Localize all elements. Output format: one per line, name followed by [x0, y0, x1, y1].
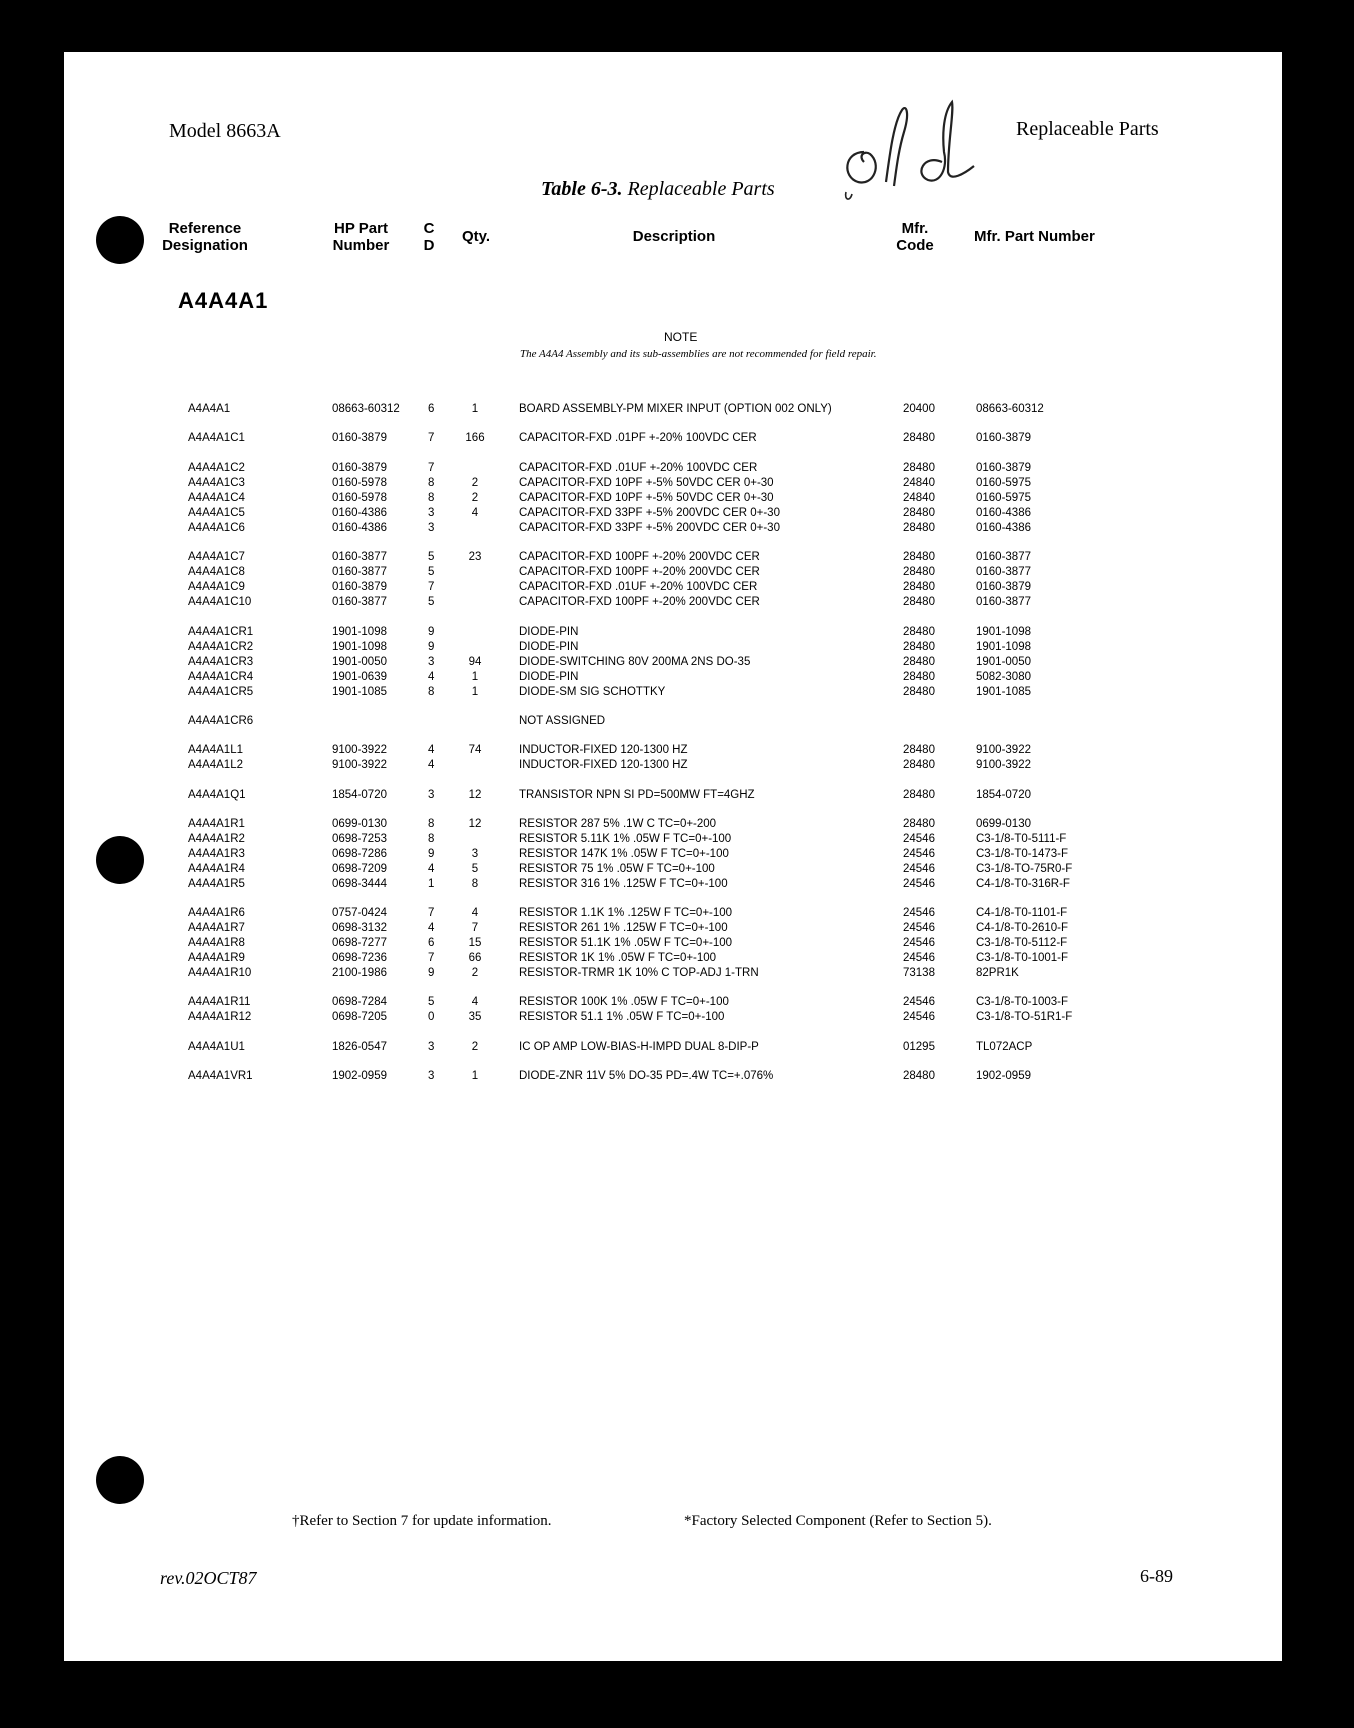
cell-desc: RESISTOR-TRMR 1K 10% C TOP-ADJ 1-TRN: [519, 967, 759, 979]
cell-ref: A4A4A1CR1: [188, 626, 254, 638]
cell-ref: A4A4A1R8: [188, 937, 245, 949]
cell-mfr: 24546: [903, 952, 935, 964]
cell-ref: A4A4A1R11: [188, 996, 251, 1008]
cell-ref: A4A4A1C8: [188, 566, 245, 578]
cell-mfr: 24546: [903, 996, 935, 1008]
page-number: 6-89: [1140, 1566, 1173, 1586]
table-row: [64, 876, 1164, 892]
cell-ref: A4A4A1Q1: [188, 789, 246, 801]
cell-hp: 0698-7286: [332, 848, 387, 860]
cell-ref: A4A4A1CR6: [188, 715, 254, 727]
table-row: [64, 669, 1164, 685]
cell-cd: 3: [428, 507, 435, 519]
col-header-hp-line1: HP Part: [334, 220, 388, 237]
col-header-description: Description: [632, 228, 716, 245]
cell-qty: 4: [471, 507, 479, 519]
cell-mfr: 24546: [903, 937, 935, 949]
cell-desc: CAPACITOR-FXD 10PF +-5% 50VDC CER 0+-30: [519, 492, 774, 504]
cell-ref: A4A4A1R7: [188, 922, 245, 934]
cell-qty: 12: [468, 789, 482, 801]
cell-hp: 1901-0050: [332, 656, 387, 668]
cell-cd: 9: [428, 848, 435, 860]
table-row: [64, 742, 1164, 758]
table-title: [541, 178, 775, 201]
cell-qty: 3: [471, 848, 479, 860]
cell-mpn: C4-1/8-T0-1101-F: [976, 907, 1068, 919]
col-header-reference: [160, 220, 250, 254]
cell-desc: CAPACITOR-FXD 100PF +-20% 200VDC CER: [519, 566, 760, 578]
cell-desc: RESISTOR 1.1K 1% .125W F TC=0+-100: [519, 907, 733, 919]
table-number: Table 6-3.: [541, 178, 623, 200]
cell-hp: 0698-7277: [332, 937, 387, 949]
cell-mpn: 9100-3922: [976, 744, 1031, 756]
cell-mpn: 0160-4386: [976, 507, 1031, 519]
cell-ref: A4A4A1C10: [188, 596, 252, 608]
cell-desc: RESISTOR 100K 1% .05W F TC=0+-100: [519, 996, 729, 1008]
cell-mpn: C3-1/8-T0-5111-F: [976, 833, 1067, 845]
cell-qty: 66: [468, 952, 482, 964]
footnote-update: †Refer to Section 7 for update information.: [292, 1513, 552, 1529]
cell-cd: 5: [428, 566, 435, 578]
cell-qty: 1: [471, 671, 479, 683]
cell-desc: INDUCTOR-FIXED 120-1300 HZ: [519, 759, 688, 771]
cell-mfr: 73138: [903, 967, 935, 979]
cell-desc: CAPACITOR-FXD .01PF +-20% 100VDC CER: [519, 432, 757, 444]
cell-desc: CAPACITOR-FXD .01UF +-20% 100VDC CER: [519, 462, 758, 474]
table-row: [64, 950, 1164, 966]
cell-hp: 0698-3132: [332, 922, 387, 934]
cell-ref: A4A4A1CR5: [188, 686, 254, 698]
cell-mpn: 1901-1098: [976, 641, 1031, 653]
cell-cd: 5: [428, 596, 435, 608]
table-row: [64, 654, 1164, 670]
cell-hp: 08663-60312: [332, 403, 400, 415]
cell-desc: DIODE-ZNR 11V 5% DO-35 PD=.4W TC=+.076%: [519, 1070, 774, 1082]
cell-mfr: 28480: [903, 522, 935, 534]
cell-hp: 0698-7236: [332, 952, 387, 964]
table-row: [64, 905, 1164, 921]
cell-ref: A4A4A1CR4: [188, 671, 254, 683]
table-row: [64, 831, 1164, 847]
cell-cd: 4: [428, 922, 435, 934]
cell-desc: RESISTOR 75 1% .05W F TC=0+-100: [519, 863, 715, 875]
cell-ref: A4A4A1R3: [188, 848, 245, 860]
cell-mpn: 0699-0130: [976, 818, 1031, 830]
cell-ref: A4A4A1R2: [188, 833, 245, 845]
cell-mpn: 1901-1098: [976, 626, 1031, 638]
cell-mfr: 28480: [903, 818, 935, 830]
cell-cd: 7: [428, 462, 435, 474]
cell-qty: 12: [468, 818, 482, 830]
cell-desc: DIODE-SWITCHING 80V 200MA 2NS DO-35: [519, 656, 751, 668]
cell-mfr: 20400: [903, 403, 935, 415]
cell-cd: 0: [428, 1011, 435, 1023]
col-header-cd-line1: C: [423, 220, 435, 237]
cell-mpn: 0160-5975: [976, 492, 1031, 504]
cell-hp: 1901-1098: [332, 641, 387, 653]
table-row: [64, 1009, 1164, 1025]
cell-ref: A4A4A1: [188, 403, 231, 415]
col-header-hp-part: [326, 220, 396, 254]
cell-desc: CAPACITOR-FXD 10PF +-5% 50VDC CER 0+-30: [519, 477, 774, 489]
cell-ref: A4A4A1C4: [188, 492, 245, 504]
cell-desc: CAPACITOR-FXD 100PF +-20% 200VDC CER: [519, 596, 760, 608]
cell-cd: 6: [428, 403, 435, 415]
cell-mpn: 9100-3922: [976, 759, 1031, 771]
cell-qty: 1: [471, 686, 479, 698]
cell-ref: A4A4A1C6: [188, 522, 245, 534]
cell-hp: 0698-3444: [332, 878, 387, 890]
table-name: Replaceable Parts: [627, 178, 775, 200]
cell-cd: 9: [428, 967, 435, 979]
cell-mfr: 28480: [903, 462, 935, 474]
col-header-reference-line1: Reference: [168, 220, 242, 237]
table-row: [64, 490, 1164, 506]
cell-hp: 9100-3922: [332, 759, 387, 771]
binder-hole: [96, 216, 144, 264]
cell-cd: 9: [428, 641, 435, 653]
cell-hp: 1902-0959: [332, 1070, 387, 1082]
cell-cd: 8: [428, 477, 435, 489]
cell-mfr: 28480: [903, 596, 935, 608]
cell-hp: 1901-1085: [332, 686, 387, 698]
binder-hole: [96, 836, 144, 884]
table-row: [64, 1068, 1164, 1084]
cell-qty: 2: [471, 492, 479, 504]
cell-mfr: 24546: [903, 833, 935, 845]
cell-mfr: 28480: [903, 744, 935, 756]
cell-hp: 0757-0424: [332, 907, 387, 919]
cell-cd: 8: [428, 818, 435, 830]
cell-desc: IC OP AMP LOW-BIAS-H-IMPD DUAL 8-DIP-P: [519, 1041, 759, 1053]
table-row: [64, 846, 1164, 862]
cell-cd: 4: [428, 863, 435, 875]
cell-mpn: 0160-5975: [976, 477, 1031, 489]
cell-qty: 23: [468, 551, 482, 563]
cell-ref: A4A4A1R6: [188, 907, 245, 919]
cell-cd: 3: [428, 789, 435, 801]
cell-desc: DIODE-PIN: [519, 626, 579, 638]
cell-ref: A4A4A1C2: [188, 462, 245, 474]
cell-cd: 7: [428, 581, 435, 593]
cell-ref: A4A4A1R9: [188, 952, 245, 964]
cell-mpn: 1901-0050: [976, 656, 1031, 668]
cell-hp: 9100-3922: [332, 744, 387, 756]
cell-mfr: 28480: [903, 551, 935, 563]
cell-hp: 1901-0639: [332, 671, 387, 683]
table-row: [64, 475, 1164, 491]
cell-cd: 8: [428, 686, 435, 698]
cell-qty: 2: [471, 967, 479, 979]
cell-mpn: TL072ACP: [976, 1041, 1033, 1053]
cell-qty: 4: [471, 996, 479, 1008]
assembly-heading: A4A4A1: [178, 288, 269, 313]
cell-desc: CAPACITOR-FXD .01UF +-20% 100VDC CER: [519, 581, 758, 593]
cell-mpn: 1902-0959: [976, 1070, 1031, 1082]
section-title: Replaceable Parts: [1016, 118, 1159, 140]
model-label: Model 8663A: [169, 120, 281, 142]
cell-mpn: C4-1/8-T0-2610-F: [976, 922, 1069, 934]
cell-hp: 0698-7205: [332, 1011, 387, 1023]
cell-mpn: C3-1/8-T0-1473-F: [976, 848, 1069, 860]
cell-cd: 4: [428, 671, 435, 683]
document-page: [64, 52, 1282, 1661]
table-row: [64, 549, 1164, 565]
cell-hp: 0699-0130: [332, 818, 387, 830]
cell-mfr: 28480: [903, 686, 935, 698]
cell-cd: 6: [428, 937, 435, 949]
cell-qty: 5: [471, 863, 479, 875]
cell-qty: 2: [471, 1041, 479, 1053]
cell-mpn: 82PR1K: [976, 967, 1019, 979]
cell-mfr: 24840: [903, 492, 935, 504]
cell-hp: 0160-3879: [332, 462, 387, 474]
cell-cd: 3: [428, 1070, 435, 1082]
cell-ref: A4A4A1CR2: [188, 641, 254, 653]
cell-desc: RESISTOR 287 5% .1W C TC=0+-200: [519, 818, 717, 830]
col-header-mfr-code: [890, 220, 940, 254]
cell-hp: 0160-4386: [332, 507, 387, 519]
cell-mpn: C3-1/8-TO-75R0-F: [976, 863, 1073, 875]
cell-qty: 35: [468, 1011, 482, 1023]
col-header-mfr-line2: Code: [896, 237, 934, 254]
cell-mfr: 28480: [903, 507, 935, 519]
cell-cd: 5: [428, 551, 435, 563]
col-header-mfr-part-number: Mfr. Part Number: [974, 228, 1095, 245]
cell-qty: 4: [471, 907, 479, 919]
cell-hp: 0160-4386: [332, 522, 387, 534]
cell-mfr: 28480: [903, 566, 935, 578]
cell-qty: 74: [468, 744, 482, 756]
table-row: [64, 520, 1164, 536]
cell-desc: RESISTOR 51.1K 1% .05W F TC=0+-100: [519, 937, 733, 949]
cell-hp: 0160-3877: [332, 596, 387, 608]
cell-ref: A4A4A1C1: [188, 432, 245, 444]
cell-qty: 15: [468, 937, 482, 949]
cell-mpn: C3-1/8-T0-5112-F: [976, 937, 1068, 949]
table-row: [64, 861, 1164, 877]
table-row: [64, 430, 1164, 446]
revision-date: rev.02OCT87: [160, 1568, 257, 1588]
cell-mfr: 28480: [903, 641, 935, 653]
cell-hp: 1826-0547: [332, 1041, 387, 1053]
cell-ref: A4A4A1C5: [188, 507, 245, 519]
cell-desc: CAPACITOR-FXD 33PF +-5% 200VDC CER 0+-30: [519, 507, 780, 519]
cell-hp: 0698-7253: [332, 833, 387, 845]
cell-ref: A4A4A1C9: [188, 581, 245, 593]
handwritten-annotation: [824, 82, 1004, 202]
cell-qty: 166: [465, 432, 485, 444]
table-row: [64, 920, 1164, 936]
cell-ref: A4A4A1R1: [188, 818, 245, 830]
cell-desc: DIODE-PIN: [519, 671, 579, 683]
cell-hp: 0160-3877: [332, 551, 387, 563]
cell-mfr: 28480: [903, 1070, 935, 1082]
cell-cd: 7: [428, 432, 435, 444]
cell-hp: 0160-5978: [332, 477, 387, 489]
cell-mfr: 01295: [903, 1041, 935, 1053]
cell-desc: DIODE-PIN: [519, 641, 579, 653]
cell-mpn: 0160-3877: [976, 551, 1031, 563]
note-text: The A4A4 Assembly and its sub-assemblies are not recommended for field repair.: [520, 348, 877, 360]
col-header-reference-line2: Designation: [162, 237, 248, 254]
table-row: [64, 757, 1164, 773]
table-row: [64, 787, 1164, 803]
cell-mfr: 28480: [903, 626, 935, 638]
table-row: [64, 1039, 1164, 1055]
cell-mfr: 24546: [903, 878, 935, 890]
table-row: [64, 713, 1164, 729]
cell-mpn: 0160-3877: [976, 596, 1031, 608]
cell-mpn: 1901-1085: [976, 686, 1031, 698]
table-row: [64, 579, 1164, 595]
cell-mpn: C3-1/8-T0-1001-F: [976, 952, 1069, 964]
cell-mpn: 0160-3879: [976, 581, 1031, 593]
cell-ref: A4A4A1R5: [188, 878, 245, 890]
table-row: [64, 994, 1164, 1010]
cell-mpn: 08663-60312: [976, 403, 1044, 415]
cell-hp: 0160-3879: [332, 581, 387, 593]
cell-mfr: 24546: [903, 922, 935, 934]
cell-mpn: 1854-0720: [976, 789, 1031, 801]
table-row: [64, 564, 1164, 580]
cell-qty: 2: [471, 477, 479, 489]
cell-mfr: 28480: [903, 432, 935, 444]
col-header-hp-line2: Number: [332, 237, 390, 254]
cell-desc: TRANSISTOR NPN SI PD=500MW FT=4GHZ: [519, 789, 755, 801]
cell-desc: RESISTOR 147K 1% .05W F TC=0+-100: [519, 848, 729, 860]
cell-desc: RESISTOR 5.11K 1% .05W F TC=0+-100: [519, 833, 732, 845]
cell-ref: A4A4A1L2: [188, 759, 243, 771]
cell-cd: 1: [428, 878, 435, 890]
cell-cd: 7: [428, 952, 435, 964]
cell-desc: INDUCTOR-FIXED 120-1300 HZ: [519, 744, 688, 756]
cell-hp: 0698-7284: [332, 996, 387, 1008]
cell-hp: 0160-3879: [332, 432, 387, 444]
table-row: [64, 639, 1164, 655]
cell-hp: 2100-1986: [332, 967, 387, 979]
cell-cd: 8: [428, 492, 435, 504]
cell-mpn: 0160-3877: [976, 566, 1031, 578]
cell-desc: RESISTOR 1K 1% .05W F TC=0+-100: [519, 952, 717, 964]
cell-mfr: 24546: [903, 907, 935, 919]
cell-desc: DIODE-SM SIG SCHOTTKY: [519, 686, 666, 698]
cell-desc: NOT ASSIGNED: [519, 715, 606, 727]
cell-cd: 5: [428, 996, 435, 1008]
cell-ref: A4A4A1C3: [188, 477, 245, 489]
binder-hole: [96, 1456, 144, 1504]
cell-hp: 1901-1098: [332, 626, 387, 638]
cell-ref: A4A4A1VR1: [188, 1070, 253, 1082]
cell-ref: A4A4A1U1: [188, 1041, 245, 1053]
cell-qty: 7: [471, 922, 479, 934]
cell-desc: RESISTOR 316 1% .125W F TC=0+-100: [519, 878, 728, 890]
table-row: [64, 816, 1164, 832]
table-row: [64, 935, 1164, 951]
cell-ref: A4A4A1C7: [188, 551, 245, 563]
col-header-cd-line2: D: [423, 237, 435, 254]
cell-mfr: 24546: [903, 1011, 935, 1023]
cell-mpn: 0160-3879: [976, 462, 1031, 474]
cell-mfr: 28480: [903, 671, 935, 683]
cell-mpn: C4-1/8-T0-316R-F: [976, 878, 1070, 890]
cell-desc: BOARD ASSEMBLY-PM MIXER INPUT (OPTION 002 ONLY): [519, 403, 832, 415]
cell-desc: RESISTOR 51.1 1% .05W F TC=0+-100: [519, 1011, 725, 1023]
cell-cd: 3: [428, 522, 435, 534]
cell-cd: 4: [428, 759, 435, 771]
cell-mfr: 24546: [903, 863, 935, 875]
cell-cd: 4: [428, 744, 435, 756]
cell-mpn: 0160-4386: [976, 522, 1031, 534]
table-row: [64, 965, 1164, 981]
footnote-factory-selected: *Factory Selected Component (Refer to Section 5).: [684, 1513, 992, 1529]
cell-qty: 1: [471, 1070, 479, 1082]
cell-mfr: 28480: [903, 759, 935, 771]
cell-mfr: 24840: [903, 477, 935, 489]
cell-ref: A4A4A1R10: [188, 967, 252, 979]
cell-hp: 1854-0720: [332, 789, 387, 801]
cell-mpn: C3-1/8-TO-51R1-F: [976, 1011, 1073, 1023]
cell-cd: 3: [428, 1041, 435, 1053]
cell-cd: 9: [428, 626, 435, 638]
cell-ref: A4A4A1R12: [188, 1011, 252, 1023]
cell-qty: 1: [471, 403, 479, 415]
cell-desc: CAPACITOR-FXD 33PF +-5% 200VDC CER 0+-30: [519, 522, 780, 534]
cell-cd: 7: [428, 907, 435, 919]
note-title: NOTE: [664, 330, 698, 344]
cell-mfr: 28480: [903, 656, 935, 668]
table-row: [64, 684, 1164, 700]
cell-mfr: 28480: [903, 581, 935, 593]
cell-ref: A4A4A1CR3: [188, 656, 254, 668]
table-row: [64, 505, 1164, 521]
cell-mpn: C3-1/8-T0-1003-F: [976, 996, 1069, 1008]
cell-mfr: 28480: [903, 789, 935, 801]
table-row: [64, 624, 1164, 640]
table-row: [64, 401, 1164, 417]
cell-qty: 94: [468, 656, 482, 668]
cell-mpn: 5082-3080: [976, 671, 1031, 683]
cell-hp: 0160-3877: [332, 566, 387, 578]
cell-desc: CAPACITOR-FXD 100PF +-20% 200VDC CER: [519, 551, 760, 563]
cell-ref: A4A4A1R4: [188, 863, 245, 875]
cell-mfr: 24546: [903, 848, 935, 860]
cell-cd: 8: [428, 833, 435, 845]
cell-desc: RESISTOR 261 1% .125W F TC=0+-100: [519, 922, 728, 934]
cell-hp: 0698-7209: [332, 863, 387, 875]
table-row: [64, 460, 1164, 476]
cell-hp: 0160-5978: [332, 492, 387, 504]
cell-qty: 8: [471, 878, 479, 890]
cell-cd: 3: [428, 656, 435, 668]
cell-mpn: 0160-3879: [976, 432, 1031, 444]
cell-ref: A4A4A1L1: [188, 744, 243, 756]
col-header-cd: [421, 220, 437, 254]
col-header-qty: Qty.: [461, 228, 491, 245]
col-header-mfr-line1: Mfr.: [901, 220, 929, 237]
table-row: [64, 594, 1164, 610]
